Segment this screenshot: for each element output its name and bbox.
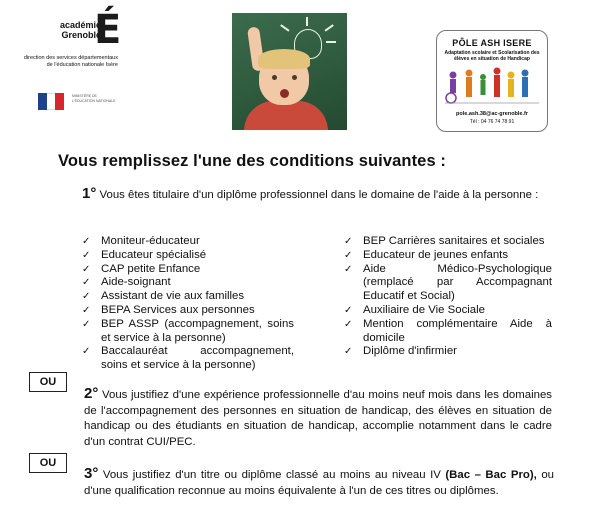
diploma-list-right bbox=[344, 235, 552, 359]
check-icon: ✓ bbox=[344, 263, 353, 275]
pole-ash-logo bbox=[436, 30, 548, 132]
or-separator-box: OU bbox=[29, 453, 67, 473]
pole-subtitle: Adaptation scolaire et Scolarisation des élèves en situation de Handicap bbox=[444, 50, 540, 62]
page-title: Vous remplissez l'une des conditions suivantes : bbox=[58, 152, 447, 170]
check-icon: ✓ bbox=[344, 236, 353, 247]
list-item: ✓ Mention complémentaire Aide à domicile bbox=[344, 317, 552, 344]
list-item: ✓ BEPA Services aux personnes bbox=[82, 303, 255, 316]
list-item: ✓ Auxiliaire de Vie Sociale bbox=[344, 303, 485, 316]
condition-2-number: 2° bbox=[84, 385, 99, 402]
condition-3-text: Vous justifiez d'un titre ou diplôme classé au moins au niveau IV bbox=[102, 469, 441, 481]
condition-3-level: (Bac – Bac Pro), bbox=[445, 469, 537, 481]
list-item: ✓ Moniteur-éducateur bbox=[82, 235, 200, 247]
check-icon: ✓ bbox=[344, 304, 353, 316]
check-icon: ✓ bbox=[82, 249, 91, 261]
list-item: ✓ Educateur spécialisé bbox=[82, 248, 207, 261]
condition-3-number: 3° bbox=[84, 465, 99, 482]
academie-logo bbox=[18, 8, 126, 130]
check-icon: ✓ bbox=[344, 318, 353, 330]
check-icon: ✓ bbox=[82, 236, 91, 247]
check-icon: ✓ bbox=[82, 263, 91, 275]
pole-phone: Tél : 04 76 74 78 91 bbox=[469, 119, 515, 125]
condition-3-text-end: ou d'une qualification reconnue au moins équivalente à l'un de ces titres ou diplômes. bbox=[84, 469, 554, 497]
pole-email: pole.ash.38@ac-grenoble.fr bbox=[456, 111, 528, 117]
list-item: ✓ Educateur de jeunes enfants bbox=[344, 248, 509, 261]
check-icon: ✓ bbox=[82, 318, 91, 330]
academie-wordmark: académie Grenoble bbox=[60, 20, 102, 40]
check-icon: ✓ bbox=[82, 291, 91, 303]
list-item: ✓ CAP petite Enfance bbox=[82, 262, 201, 275]
child-hair bbox=[258, 49, 310, 69]
child-idea-photo bbox=[232, 13, 347, 130]
republique-flag-icon bbox=[38, 93, 64, 110]
list-item: ✓ BEP Carrières sanitaires et sociales bbox=[344, 235, 545, 247]
check-icon: ✓ bbox=[344, 249, 353, 261]
list-item: ✓ BEP ASSP (accompagnement, soins et service à la personne) bbox=[82, 317, 294, 344]
pole-title: PÔLE ASH ISERE bbox=[452, 38, 532, 48]
condition-1-text: Vous êtes titulaire d'un diplôme professionnel dans le domaine de l'aide à la personne : bbox=[99, 189, 539, 201]
academie-letter-e: É bbox=[94, 7, 122, 53]
list-item: ✓ Assistant de vie aux familles bbox=[82, 290, 245, 303]
condition-3 bbox=[84, 466, 554, 499]
open-mouth bbox=[280, 89, 289, 98]
academie-direction-text: direction des services départementaux de l'éducation nationale Isère bbox=[23, 55, 118, 68]
list-item: ✓ Aide Médico-Psychologique (remplacé par Accompagnant Educatif et Social) bbox=[344, 262, 552, 303]
check-icon: ✓ bbox=[344, 346, 353, 358]
condition-2-text: Vous justifiez d'une expérience professionnelle d'au moins neuf mois dans les domaines de l'accompagnement des personnes en situation de handicap, des élèves en situation de handicap ou des étudiants en situation de handicap, accomplie notamment dans le cadre d'un contrat CUI/PEC. bbox=[84, 389, 552, 448]
check-icon: ✓ bbox=[82, 277, 91, 289]
check-icon: ✓ bbox=[82, 346, 91, 358]
condition-1-number: 1° bbox=[82, 185, 97, 202]
list-item: ✓ Baccalauréat accompagnement, soins et service à la personne) bbox=[82, 345, 294, 372]
diploma-list-left bbox=[82, 235, 294, 373]
shirt bbox=[244, 101, 328, 130]
check-icon: ✓ bbox=[82, 304, 91, 316]
condition-2 bbox=[84, 386, 552, 450]
condition-1 bbox=[82, 186, 554, 204]
people-figures-icon bbox=[443, 65, 541, 105]
list-item: ✓ Diplôme d'infirmier bbox=[344, 345, 457, 358]
list-item: ✓ Aide-soignant bbox=[82, 276, 171, 289]
ministry-caption: MINISTÈRE DE L'ÉDUCATION NATIONALE bbox=[72, 94, 116, 103]
or-separator-box: OU bbox=[29, 372, 67, 392]
